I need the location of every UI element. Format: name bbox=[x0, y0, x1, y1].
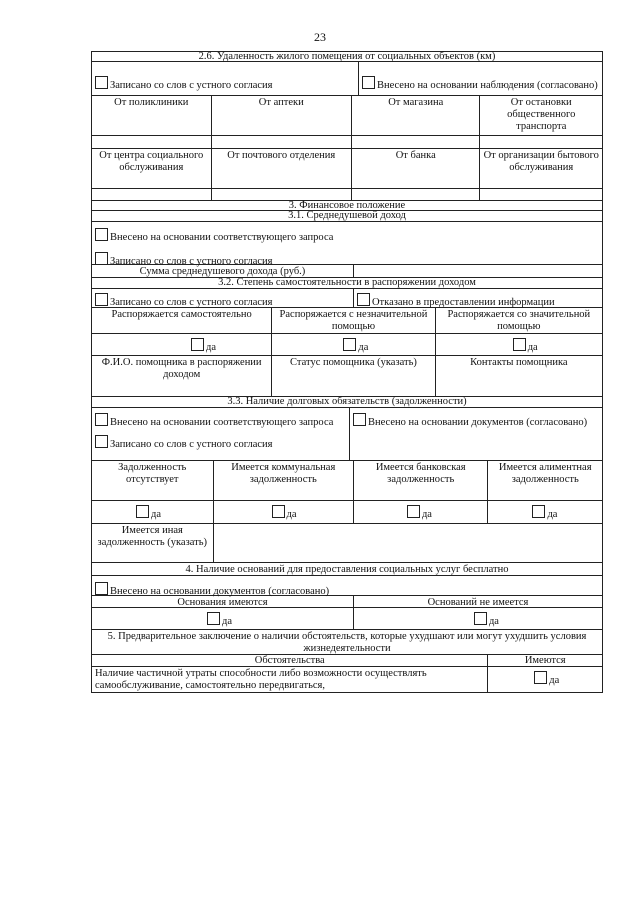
service-distance-field[interactable] bbox=[479, 189, 602, 200]
income-sum-field[interactable] bbox=[353, 265, 602, 277]
checkbox-yes-icon[interactable] bbox=[191, 338, 204, 351]
other-debt-row: Имеется иная задолженность (указать) bbox=[91, 524, 603, 563]
section-2-6-title: 2.6. Удаленность жилого помещения от социальных объектов (км) bbox=[91, 51, 603, 62]
checkbox-yes-icon[interactable] bbox=[136, 505, 149, 518]
checkbox-verbal-icon[interactable] bbox=[95, 293, 108, 306]
distance-headers-1: От поликлиники От аптеки От магазина От остановки общественного транспорта bbox=[91, 96, 603, 136]
disposal-yes-row: да да да bbox=[91, 334, 603, 356]
section-3-3-title: 3.3. Наличие долговых обязательств (задолженности) bbox=[91, 397, 603, 408]
pharmacy-distance-field[interactable] bbox=[211, 136, 351, 148]
checkbox-yes-icon[interactable] bbox=[474, 612, 487, 625]
section-3-1-sources: Внесено на основании соответствующего запроса Записано со слов с устного согласия bbox=[91, 222, 603, 265]
checkbox-observe-icon[interactable] bbox=[362, 76, 375, 89]
section-4-title: 4. Наличие оснований для предоставления социальных услуг бесплатно bbox=[91, 563, 603, 576]
checkbox-verbal-icon[interactable] bbox=[95, 435, 108, 448]
section-3-3-sources: Внесено на основании соответствующего запроса Записано со слов с устного согласия Внесено на основании документов (согласовано) bbox=[91, 408, 603, 461]
checkbox-yes-icon[interactable] bbox=[207, 612, 220, 625]
checkbox-verbal-icon[interactable] bbox=[95, 76, 108, 89]
section-3-2-sources: Записано со слов с устного согласия Отказано в предоставлении информации bbox=[91, 289, 603, 308]
checkbox-yes-icon[interactable] bbox=[407, 505, 420, 518]
section-2-6-sources: Записано со слов с устного согласия Внесено на основании наблюдения (согласовано) bbox=[91, 62, 603, 96]
checkbox-yes-icon[interactable] bbox=[532, 505, 545, 518]
helper-row: Ф.И.О. помощника в распоряжении доходом Статус помощника (указать) Контакты помощника bbox=[91, 356, 603, 397]
checkbox-request-icon[interactable] bbox=[95, 228, 108, 241]
checkbox-yes-icon[interactable] bbox=[534, 671, 547, 684]
distance-headers-2: От центра социального обслуживания От почтового отделения От банка От организации бытового обслуживания bbox=[91, 149, 603, 189]
checkbox-docs-icon[interactable] bbox=[353, 413, 366, 426]
section-3-2-title: 3.2. Степень самостоятельности в распоряжении доходом bbox=[91, 278, 603, 289]
poly-distance-field[interactable] bbox=[92, 136, 211, 148]
checkbox-request-icon[interactable] bbox=[95, 413, 108, 426]
other-debt-field[interactable] bbox=[213, 524, 602, 562]
checkbox-yes-icon[interactable] bbox=[513, 338, 526, 351]
checkbox-yes-icon[interactable] bbox=[272, 505, 285, 518]
section-3-1-title: 3.1. Среднедушевой доход bbox=[91, 211, 603, 222]
post-distance-field[interactable] bbox=[211, 189, 351, 200]
debt-yes-row: да да да да bbox=[91, 501, 603, 524]
income-sum-row: Сумма среднедушевого дохода (руб.) bbox=[91, 265, 603, 278]
checkbox-refused-icon[interactable] bbox=[357, 293, 370, 306]
circumstance-row: Наличие частичной утраты способности либо возможности осуществлять самообслуживание, самостоятельно передвигаться, да bbox=[91, 667, 603, 693]
assessment-form bbox=[91, 51, 603, 693]
grounds-headers: Основания имеются Оснований не имеется bbox=[91, 596, 603, 608]
grounds-yes-row: да да bbox=[91, 608, 603, 630]
center-distance-field[interactable] bbox=[92, 189, 211, 200]
shop-distance-field[interactable] bbox=[351, 136, 480, 148]
section-4-sources: Внесено на основании документов (согласовано) bbox=[91, 576, 603, 596]
disposal-headers: Распоряжается самостоятельно Распоряжается с незначительной помощью Распоряжается со значительной помощью bbox=[91, 308, 603, 334]
distance-values-1 bbox=[91, 136, 603, 149]
debt-headers: Задолженность отсутствует Имеется коммунальная задолженность Имеется банковская задолженность Имеется алиментная задолженность bbox=[91, 461, 603, 501]
checkbox-verbal-icon[interactable] bbox=[95, 252, 108, 265]
checkbox-yes-icon[interactable] bbox=[343, 338, 356, 351]
section-3-title: 3. Финансовое положение bbox=[91, 201, 603, 211]
section-5-title: 5. Предварительное заключение о наличии обстоятельств, которые ухудшают или могут ухудшить условия жизнедеятельности bbox=[91, 630, 603, 655]
bank-distance-field[interactable] bbox=[351, 189, 480, 200]
circumstances-headers: Обстоятельства Имеются bbox=[91, 655, 603, 667]
stop-distance-field[interactable] bbox=[479, 136, 602, 148]
checkbox-docs-icon[interactable] bbox=[95, 582, 108, 595]
page-number: 23 bbox=[314, 30, 326, 44]
